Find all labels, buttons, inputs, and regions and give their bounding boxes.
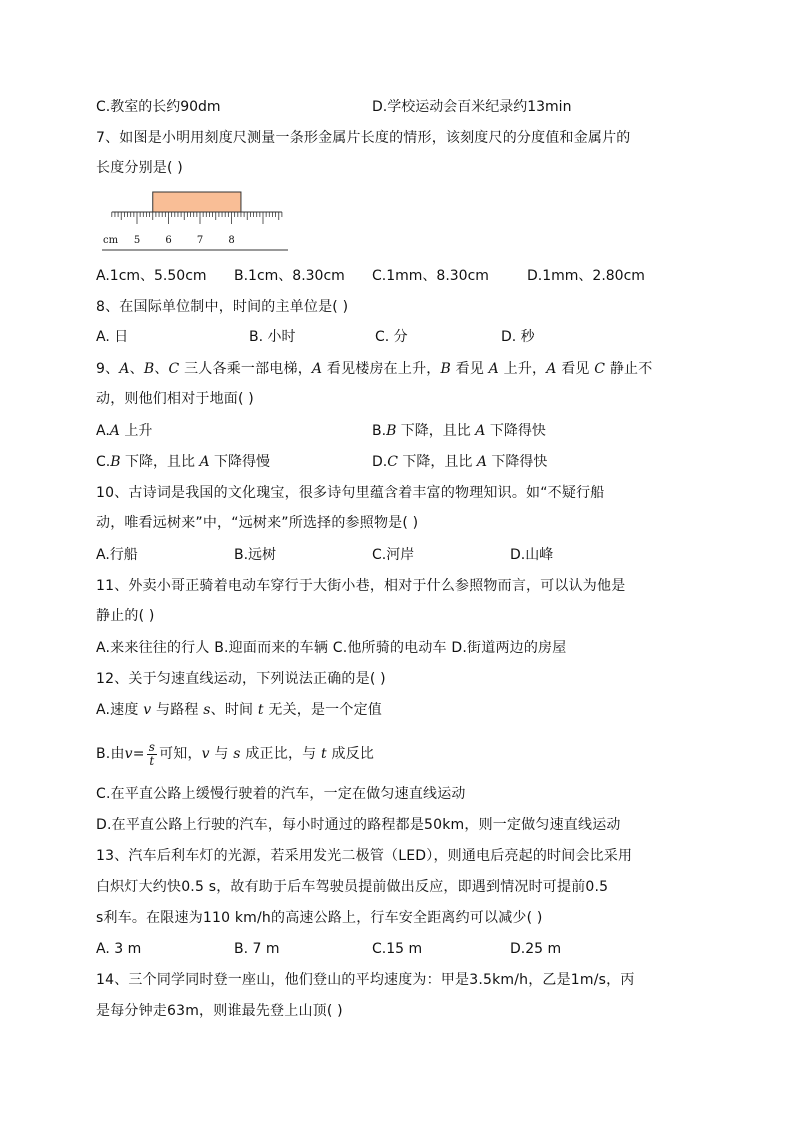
option-text: 下降得慢 [209,454,271,470]
var-v: v [201,746,210,762]
q9-var-a: A [119,361,130,377]
q9-stem-line1 [96,359,652,379]
q10-option-d: D.山峰 [510,547,554,563]
q9-stem-line2: 动，则他们相对于地面( ) [96,391,254,407]
q9-var: A [476,454,487,470]
q12-option-b [96,740,374,768]
q10-option-a: A.行船 [96,547,138,563]
q9-text: 、 [129,361,144,377]
q13-stem-line2: 白炽灯大约快0.5 s，故有助于后车驾驶员提前做出反应，即遇到情况时可提前0.5 [96,879,609,895]
q9-var: A [475,423,486,439]
q14-stem-line1: 14、三个同学同时登一座山，他们登山的平均速度为：甲是3.5km/h，乙是1m/s，丙 [96,972,635,988]
var-v: v [124,746,133,762]
q9-var: B [386,423,397,439]
fraction-s-over-t [147,741,157,768]
q6-option-d: D.学校运动会百米纪录约13min [372,99,572,115]
q13-option-b: B. 7 m [234,941,280,957]
q8-option-d: D. 秒 [501,329,535,345]
equals-sign: = [132,746,145,762]
q12-option-c: C.在平直公路上缓慢行驶着的汽车，一定在做匀速直线运动 [96,786,466,802]
ruler-figure [96,188,292,254]
option-text: 下降，且比 [396,423,476,439]
q9-text: 上升， [498,361,547,377]
option-text: 、时间 [210,702,258,718]
q9-text: 看见楼房在上升， [322,361,441,377]
ruler-tick-label-7: 7 [196,235,204,246]
q9-text: 、 [154,361,169,377]
q7-option-d: D.1mm、2.80cm [527,268,645,284]
q7-option-a: A.1cm、5.50cm [96,268,207,284]
q10-option-c: C.河岸 [372,547,415,563]
q7-stem-line1: 7、如图是小明用刻度尺测量一条形金属片长度的情形，该刻度尺的分度值和金属片的 [96,130,631,146]
q13-option-a: A. 3 m [96,941,142,957]
q13-option-c: C.15 m [372,941,423,957]
q12-option-d: D.在平直公路上行驶的汽车，每小时通过的路程都是50km，则一定做匀速直线运动 [96,817,621,833]
q6-option-c: C.教室的长约90dm [96,99,221,115]
q11-options: A.来来往往的行人 B.迎面而来的车辆 C.他所骑的电动车 D.街道两边的房屋 [96,640,567,656]
q9-var-c: C [168,361,180,377]
option-text: 下降得快 [486,454,548,470]
q9-option-d [372,452,547,472]
q7-option-c: C.1mm、8.30cm [372,268,489,284]
option-letter: B. [372,423,387,439]
q8-option-a: A. 日 [96,329,129,345]
option-text: 与路程 [151,702,204,718]
fraction-denominator: t [149,753,155,768]
q9-var-b: B [440,361,451,377]
ruler-tick-label-6: 6 [165,235,172,246]
var-s: s [233,746,241,762]
q9-text: 三人各乘一部电梯， [179,361,312,377]
q9-var-a: A [311,361,323,377]
q7-option-b: B.1cm、8.30cm [234,268,345,284]
q9-text: 看见 [556,361,595,377]
q13-stem-line1: 13、汽车后利车灯的光源，若采用发光二极管（LED），则通电后亮起的时间会比采用 [96,848,633,864]
q8-stem: 8、在国际单位制中，时间的主单位是( ) [96,299,349,315]
q10-stem-line1: 10、古诗词是我国的文化瑰宝，很多诗句里蕴含着丰富的物理知识。如“不疑行船 [96,485,605,501]
ruler-tick-label-5: 5 [133,235,141,246]
q10-option-b: B.远树 [234,547,277,563]
q9-text: 静止不 [605,361,653,377]
q12-stem: 12、关于匀速直线运动，下列说法正确的是( ) [96,671,386,687]
q9-option-b [372,421,546,441]
q12-option-a [96,700,382,720]
var-v: v [143,702,152,718]
q8-option-b: B. 小时 [249,329,296,345]
var-t: t [321,746,327,762]
ruler-unit-label: cm [103,235,119,246]
q13-stem-line3: s利车。在限速为110 km/h的高速公路上，行车安全距离约可以减少( ) [96,910,543,926]
q7-stem-line2: 长度分别是( ) [96,160,183,176]
option-text: 成正比，与 [240,746,321,762]
q9-option-c [96,452,270,472]
q9-var-a: A [488,361,499,377]
option-text: B.由 [96,746,125,762]
var-t: t [257,702,264,718]
option-text: 成反比 [326,746,375,762]
q9-var-c: C [594,361,606,377]
q9-text: 看见 [450,361,489,377]
q14-stem-line2: 是每分钟走63m，则谁最先登上山顶( ) [96,1003,343,1019]
q13-option-d: D.25 m [510,941,562,957]
q9-option-a [96,421,152,441]
option-text: A.速度 [96,702,144,718]
var-s: s [203,702,211,718]
q9-var: A [199,454,210,470]
q9-text: 9、 [96,361,120,377]
ruler-ticks [112,212,282,224]
option-letter: D. [372,454,388,470]
ruler-tick-label-8: 8 [228,235,235,246]
option-letter: A. [96,423,110,439]
option-text: 上升 [119,423,153,439]
option-text: 下降，且比 [397,454,477,470]
option-text: 与 [209,746,234,762]
fraction-numerator: s [148,739,156,754]
q9-var-a: A [546,361,557,377]
q10-stem-line2: 动，唯看远树来”中，“远树来”所选择的参照物是( ) [96,515,419,531]
q9-var: C [387,454,398,470]
option-letter: C. [96,454,111,470]
q11-stem-line2: 静止的( ) [96,608,155,624]
option-text: 无关，是一个定值 [263,702,382,718]
option-text: 下降得快 [485,423,546,439]
q9-var: B [110,454,121,470]
q9-var-b: B [143,361,155,377]
q11-stem-line1: 11、外卖小哥正骑着电动车穿行于大街小巷，相对于什么参照物而言，可以认为他是 [96,578,626,594]
q8-option-c: C. 分 [375,329,408,345]
metal-strip [153,192,241,212]
option-text: 下降，且比 [120,454,200,470]
q9-var: A [109,423,120,439]
option-text: 可知， [159,746,202,762]
